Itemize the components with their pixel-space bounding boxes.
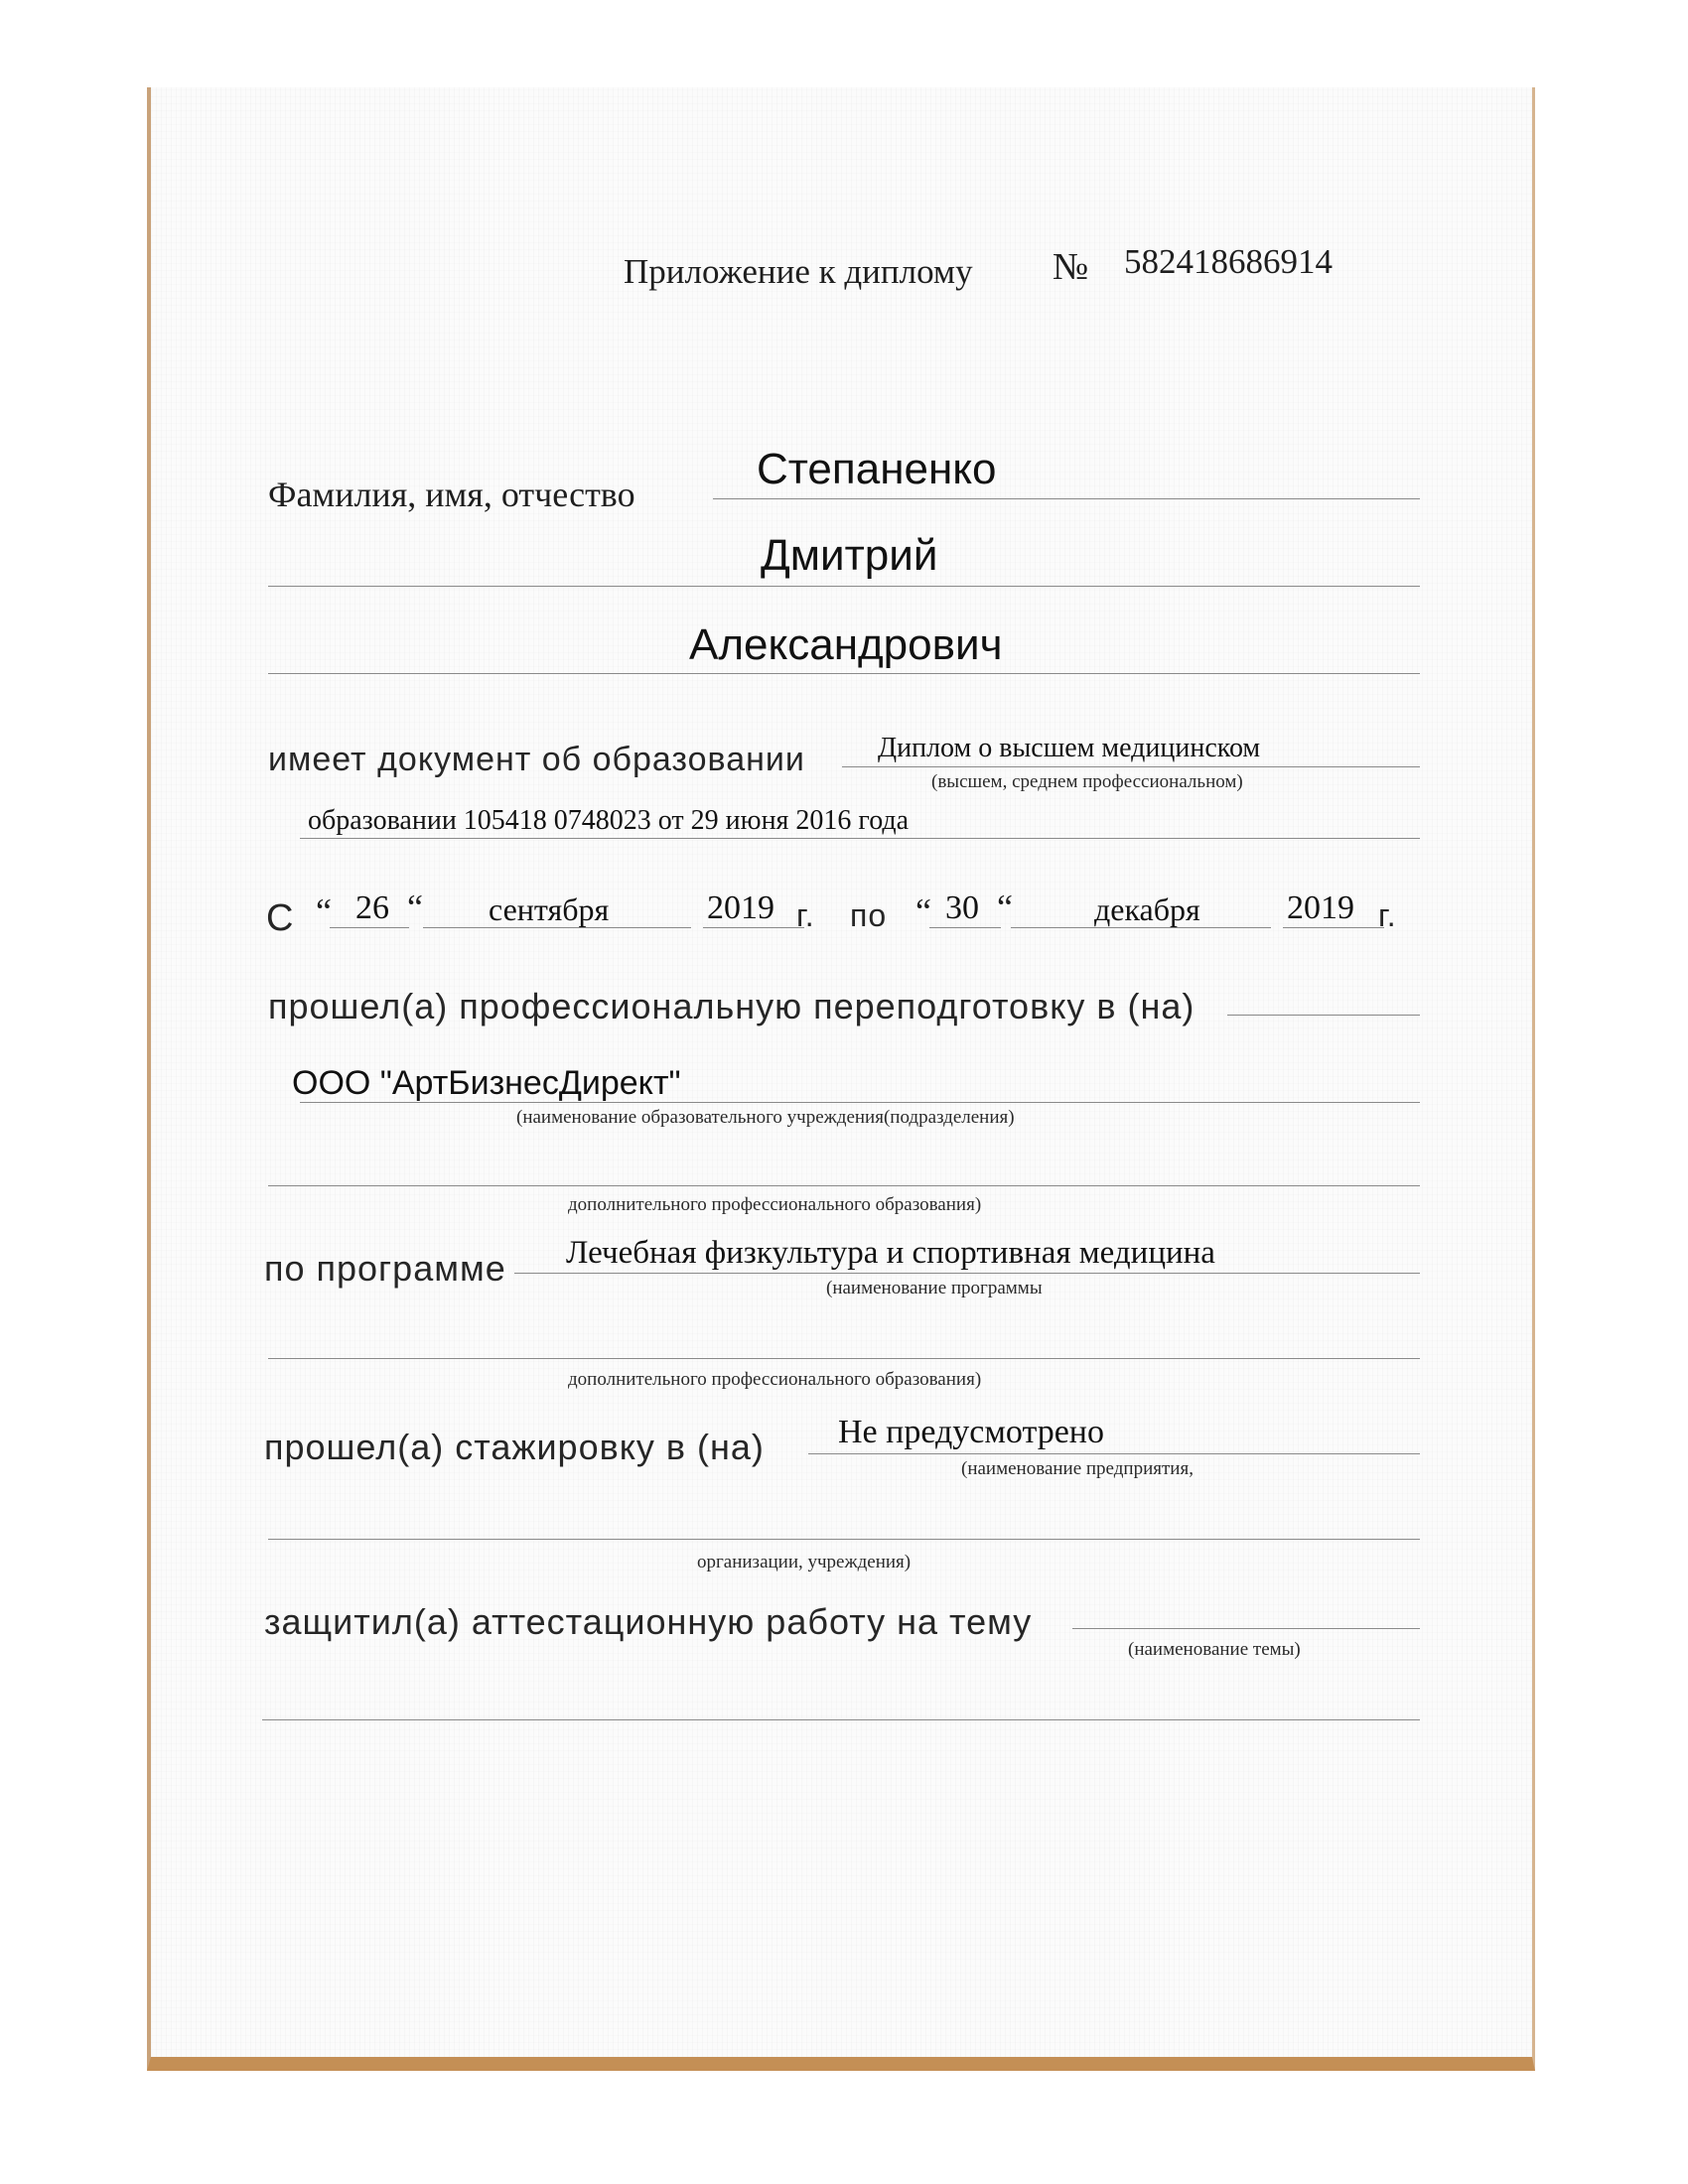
fio-label: Фамилия, имя, отчество bbox=[268, 475, 635, 514]
period-from-month-line bbox=[423, 927, 691, 928]
period-to-prefix: по bbox=[850, 897, 888, 933]
thesis-hint: (наименование темы) bbox=[1128, 1639, 1301, 1660]
diploma-number: 582418686914 bbox=[1124, 242, 1333, 281]
fio-line-1 bbox=[713, 498, 1420, 499]
program-label: по программе bbox=[264, 1248, 506, 1289]
patronymic: Александрович bbox=[689, 620, 1003, 669]
period-from-close-quote: “ bbox=[407, 887, 423, 927]
fio-line-3 bbox=[268, 673, 1420, 674]
period-from-day: 26 bbox=[355, 889, 389, 926]
fio-line-2 bbox=[268, 586, 1420, 587]
period-to-year: 2019 bbox=[1287, 889, 1354, 926]
retraining-line-1 bbox=[1227, 1015, 1420, 1016]
education-doc-line-1 bbox=[842, 766, 1420, 767]
education-doc-hint: (высшем, среднем профессиональном) bbox=[931, 771, 1243, 792]
period-from-open-quote: “ bbox=[316, 891, 332, 931]
retraining-hint-2: дополнительного профессионального образования) bbox=[568, 1194, 982, 1215]
period-to-day-line bbox=[929, 927, 1001, 928]
last-name: Степаненко bbox=[757, 445, 997, 493]
period-from-day-line bbox=[330, 927, 409, 928]
thesis-line-1 bbox=[1072, 1628, 1420, 1629]
period-to-close-quote: “ bbox=[997, 887, 1013, 927]
internship-line-1 bbox=[808, 1453, 1420, 1454]
document-title: Приложение к диплому bbox=[624, 252, 973, 291]
period-from-year-line bbox=[703, 927, 804, 928]
education-doc-line-2 bbox=[300, 838, 1420, 839]
program-hint-2: дополнительного профессионального образования) bbox=[568, 1369, 982, 1390]
program-line-2 bbox=[268, 1358, 1420, 1359]
period-from-prefix: С bbox=[266, 897, 295, 939]
internship-line-2 bbox=[268, 1539, 1420, 1540]
internship-hint-2: организации, учреждения) bbox=[697, 1552, 912, 1572]
retraining-label: прошел(а) профессиональную переподготовку в (на) bbox=[268, 986, 1196, 1026]
retraining-institution: ООО "АртБизнесДирект" bbox=[292, 1064, 681, 1102]
diploma-appendix-sheet bbox=[147, 87, 1535, 2071]
period-to-day: 30 bbox=[945, 889, 979, 926]
internship-hint-1: (наименование предприятия, bbox=[961, 1458, 1194, 1479]
internship-value: Не предусмотрено bbox=[838, 1414, 1104, 1450]
thesis-line-2 bbox=[262, 1719, 1420, 1720]
education-doc-value-2: образовании 105418 0748023 от 29 июня 2016 года bbox=[308, 805, 910, 836]
education-doc-value-1: Диплом о высшем медицинском bbox=[878, 733, 1261, 763]
program-hint-1: (наименование программы bbox=[826, 1278, 1043, 1298]
period-from-month: сентября bbox=[489, 891, 610, 927]
period-from-year: 2019 bbox=[707, 889, 774, 926]
first-name: Дмитрий bbox=[761, 531, 938, 580]
retraining-hint-1: (наименование образовательного учреждения(подразделения) bbox=[516, 1107, 1015, 1128]
period-to-month-line bbox=[1011, 927, 1271, 928]
number-sign: № bbox=[1053, 246, 1089, 288]
program-line-1 bbox=[514, 1273, 1420, 1274]
period-to-year-line bbox=[1283, 927, 1384, 928]
period-to-open-quote: “ bbox=[915, 891, 931, 931]
retraining-line-2 bbox=[300, 1102, 1420, 1103]
retraining-line-3 bbox=[268, 1185, 1420, 1186]
period-to-year-suffix: г. bbox=[1378, 897, 1397, 933]
education-doc-label: имеет документ об образовании bbox=[268, 741, 805, 778]
program-value: Лечебная физкультура и спортивная медицина bbox=[566, 1235, 1215, 1271]
thesis-label: защитил(а) аттестационную работу на тему bbox=[264, 1601, 1033, 1642]
period-from-year-suffix: г. bbox=[796, 897, 815, 933]
period-to-month: декабря bbox=[1094, 891, 1200, 927]
internship-label: прошел(а) стажировку в (на) bbox=[264, 1427, 765, 1467]
